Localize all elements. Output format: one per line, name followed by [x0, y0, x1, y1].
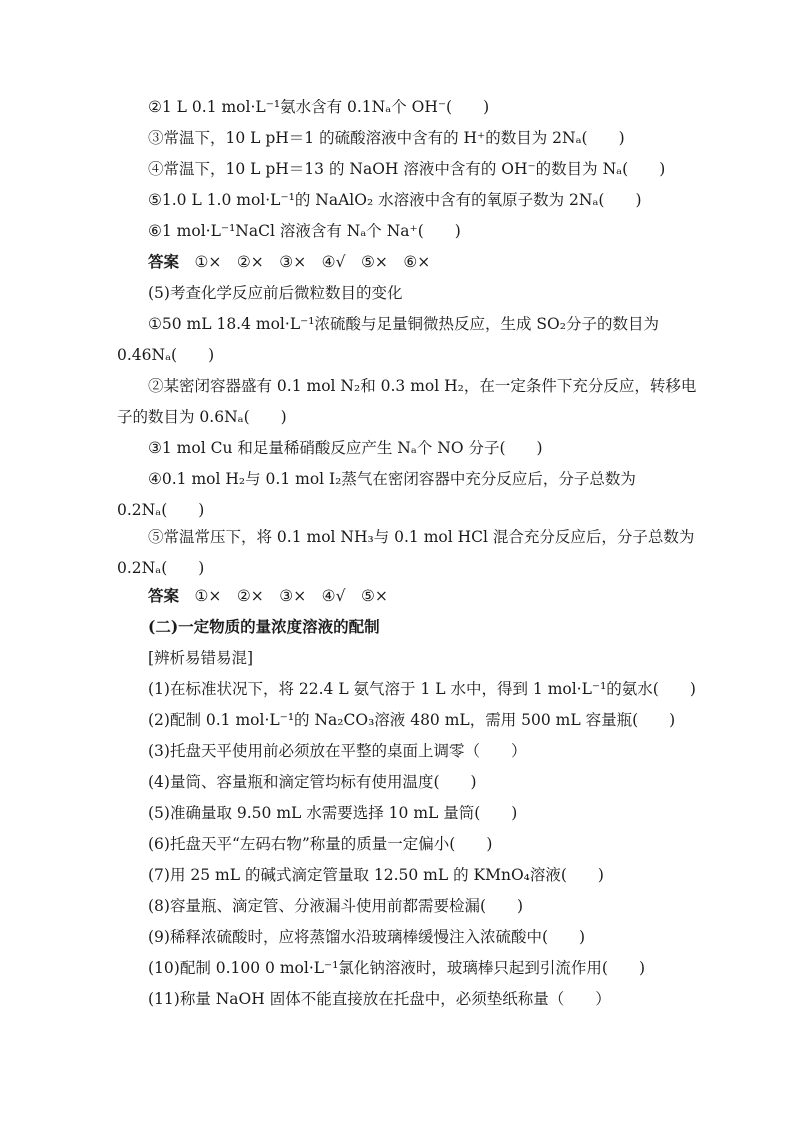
item-5-5-line-b: 0.2Nₐ( )	[117, 559, 205, 577]
check-item-10: (10)配制 0.100 0 mol·L⁻¹氯化钠溶液时，玻璃棒只起到引流作用( )	[148, 959, 646, 977]
answer-value: ①× ②× ③× ④√ ⑤×	[194, 587, 388, 605]
item-3-sulfuric-acid: ③常温下，10 L pH＝1 的硫酸溶液中含有的 H⁺的数目为 2Nₐ( )	[148, 129, 625, 147]
item-4-naoh: ④常温下，10 L pH＝13 的 NaOH 溶液中含有的 OH⁻的数目为 Nₐ( )	[148, 160, 666, 178]
item-5-4-line-b: 0.2Nₐ( )	[117, 501, 205, 519]
answer-label: 答案	[148, 252, 180, 271]
check-item-5: (5)准确量取 9.50 mL 水需要选择 10 mL 量筒( )	[148, 804, 518, 822]
check-item-2: (2)配制 0.1 mol·L⁻¹的 Na₂CO₃溶液 480 mL，需用 500 mL 容量瓶( )	[148, 711, 676, 729]
section-2-heading: (二)一定物质的量浓度溶液的配制	[148, 617, 380, 636]
item-5-2-line-b: 子的数目为 0.6Nₐ( )	[117, 408, 287, 426]
item-5-1-line-a: ①50 mL 18.4 mol·L⁻¹浓硫酸与足量铜微热反应，生成 SO₂分子的数目为	[148, 315, 659, 333]
check-item-3: (3)托盘天平使用前必须放在平整的桌面上调零（ ）	[148, 742, 527, 760]
answer-line-2	[148, 586, 682, 606]
check-item-6: (6)托盘天平“左码右物”称量的质量一定偏小( )	[148, 835, 493, 853]
item-6-nacl: ⑥1 mol·L⁻¹NaCl 溶液含有 Nₐ个 Na⁺( )	[148, 222, 461, 240]
check-item-4: (4)量筒、容量瓶和滴定管均标有使用温度( )	[148, 773, 477, 791]
item-5-naalo2: ⑤1.0 L 1.0 mol·L⁻¹的 NaAlO₂ 水溶液中含有的氧原子数为 2Nₐ( )	[148, 191, 642, 209]
item-5-1-line-b: 0.46Nₐ( )	[117, 346, 215, 364]
check-item-7: (7)用 25 mL 的碱式滴定管量取 12.50 mL 的 KMnO₄溶液( )	[148, 866, 604, 884]
item-5-2-line-a: ②某密闭容器盛有 0.1 mol N₂和 0.3 mol H₂，在一定条件下充分反应，转移电	[148, 377, 697, 395]
item-2-ammonia: ②1 L 0.1 mol·L⁻¹氨水含有 0.1Nₐ个 OH⁻( )	[148, 98, 490, 116]
item-5-3: ③1 mol Cu 和足量稀硝酸反应产生 Nₐ个 NO 分子( )	[148, 439, 543, 457]
answer-label: 答案	[148, 586, 180, 605]
section-5-heading: (5)考查化学反应前后微粒数目的变化	[148, 284, 403, 302]
check-item-8: (8)容量瓶、滴定管、分液漏斗使用前都需要检漏( )	[148, 897, 524, 915]
check-item-11: (11)称量 NaOH 固体不能直接放在托盘中，必须垫纸称量（ ）	[148, 990, 611, 1008]
answer-value: ①× ②× ③× ④√ ⑤× ⑥×	[194, 253, 431, 271]
check-item-9: (9)稀释浓硫酸时，应将蒸馏水沿玻璃棒缓慢注入浓硫酸中( )	[148, 928, 586, 946]
check-item-1: (1)在标准状况下，将 22.4 L 氨气溶于 1 L 水中，得到 1 mol·L⁻¹的氨水( )	[148, 680, 696, 698]
subsection-label: [辨析易错易混]	[148, 649, 254, 667]
item-5-4-line-a: ④0.1 mol H₂与 0.1 mol I₂蒸气在密闭容器中充分反应后，分子总数为	[148, 470, 636, 488]
answer-line-1	[148, 252, 682, 272]
item-5-5-line-a: ⑤常温常压下，将 0.1 mol NH₃与 0.1 mol HCl 混合充分反应后，分子总数为	[148, 528, 695, 546]
